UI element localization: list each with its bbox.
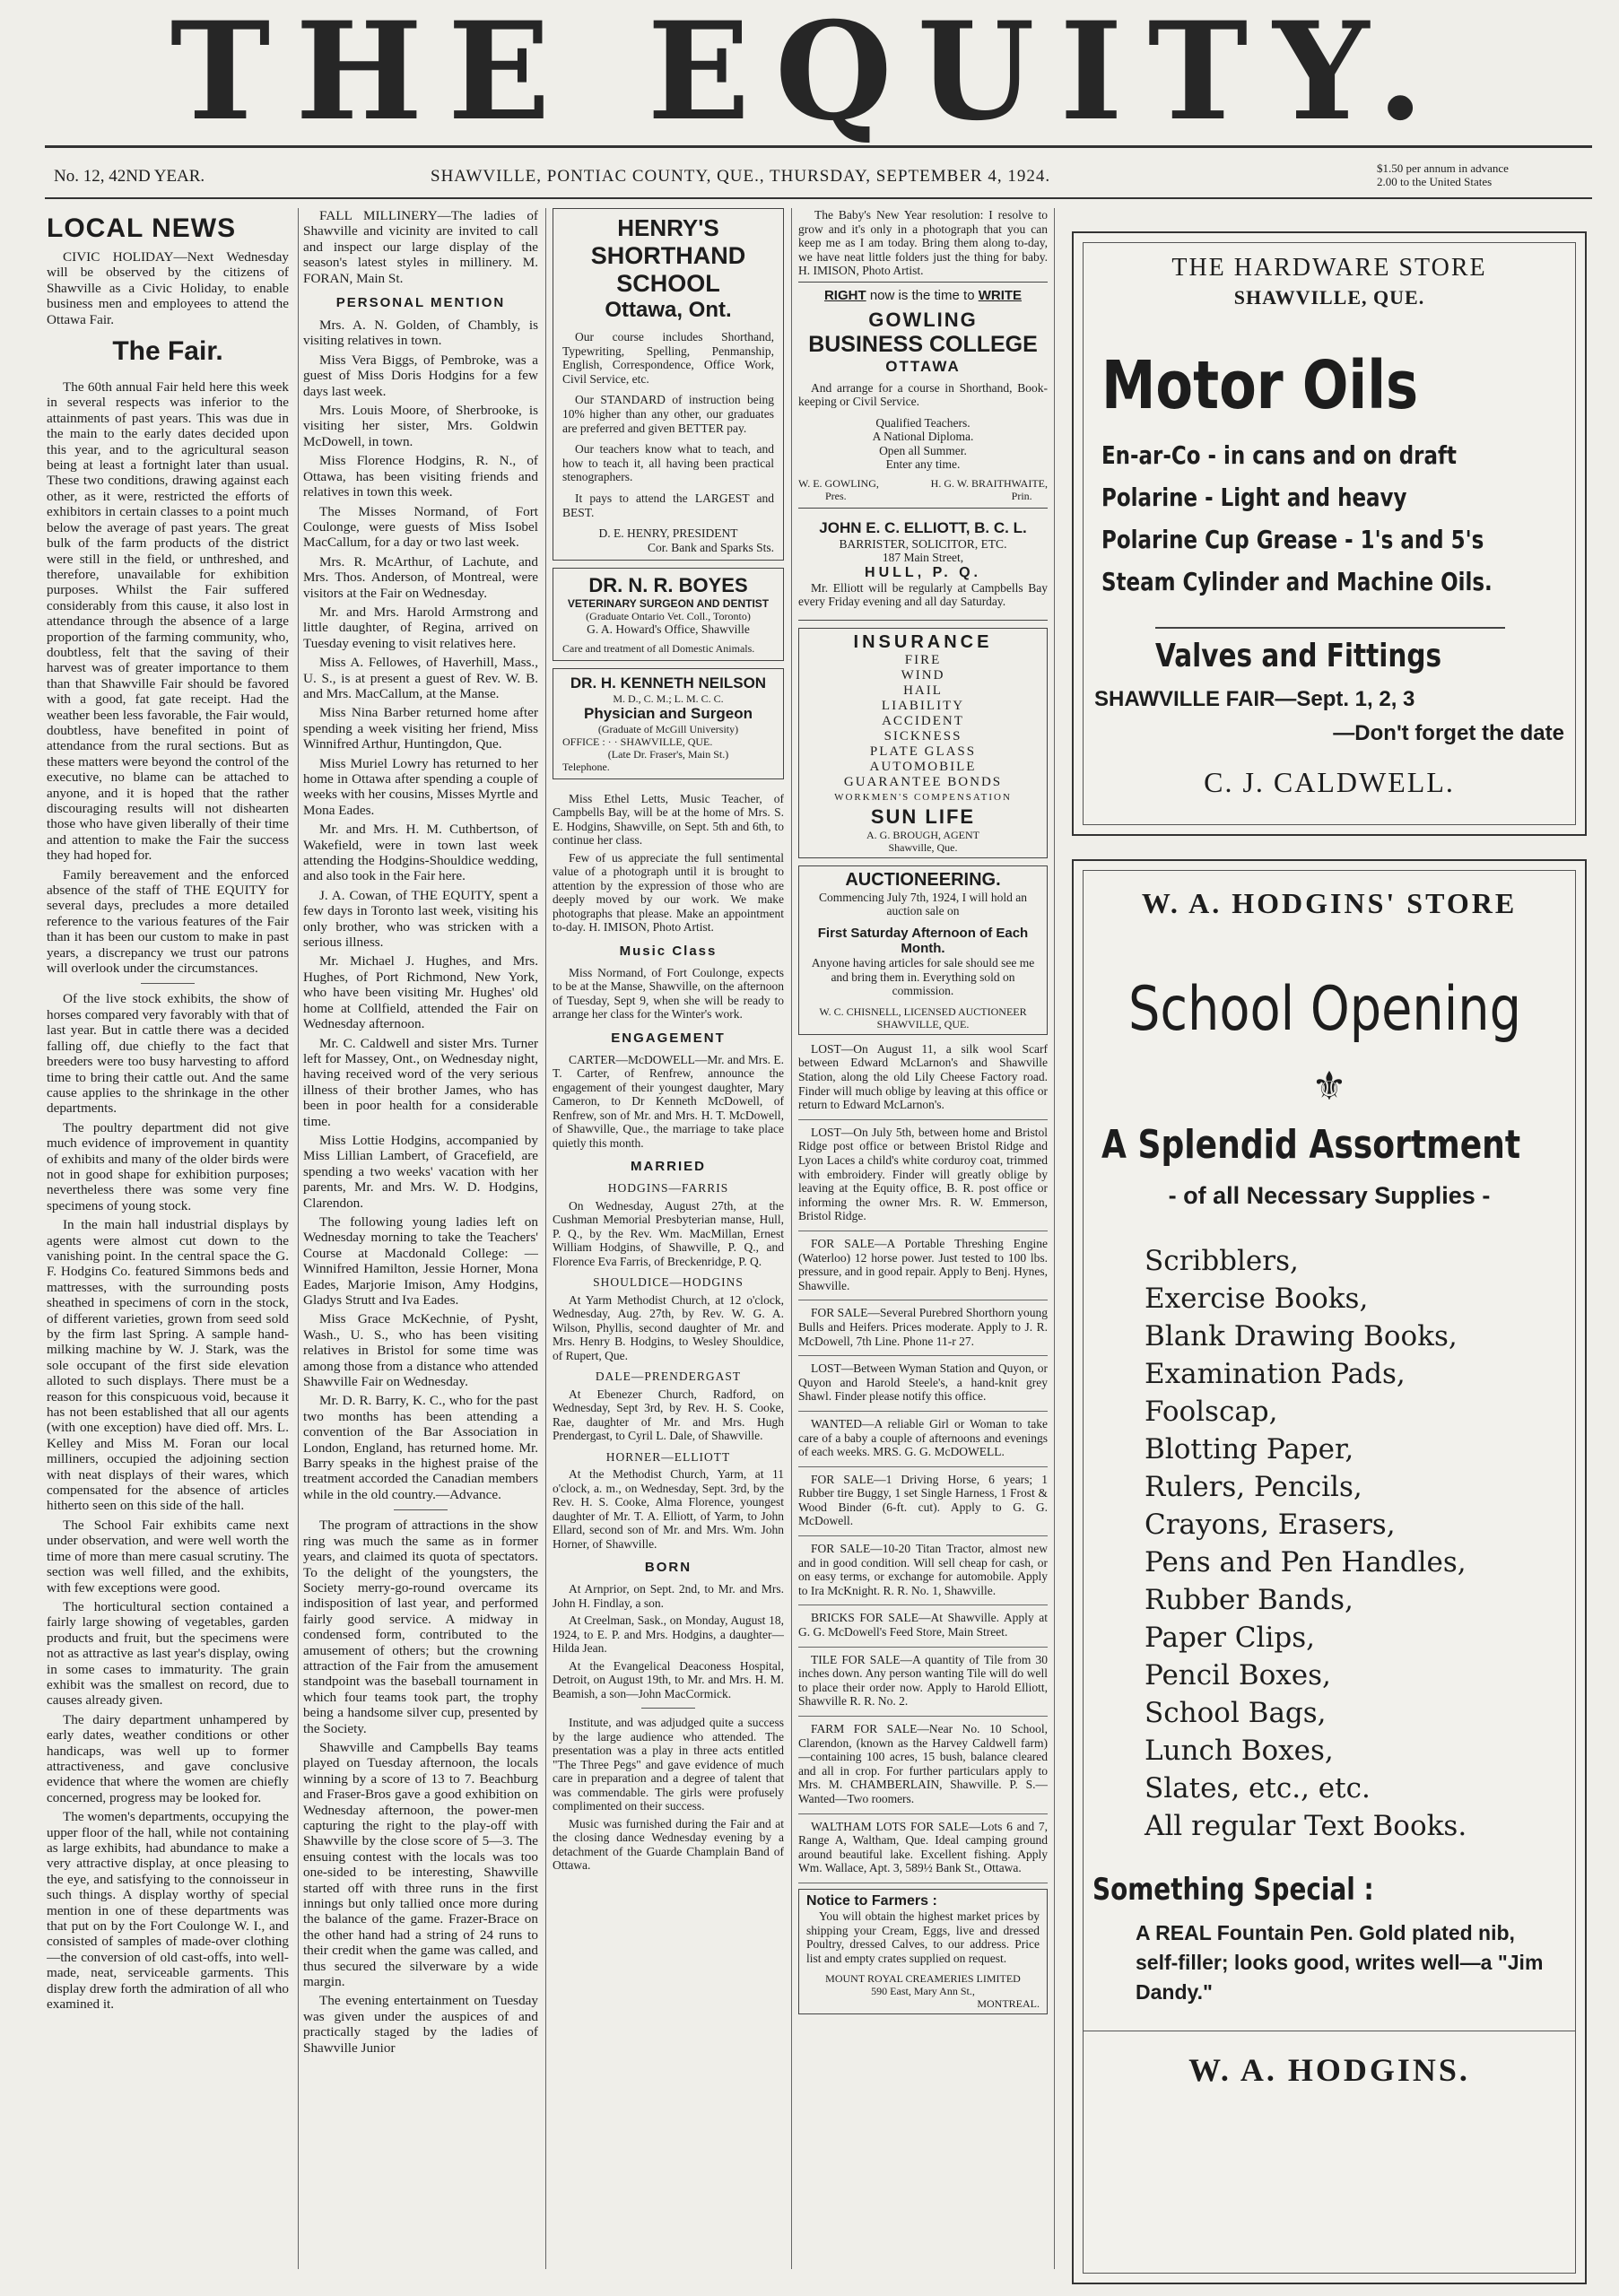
fair-paragraph: Family bereavement and the enforced absence of the staff of THE EQUITY for several days, precludes a more detailed reference to the various features of the Fair than it has been our custom to make in past years, a discrepancy we trust our patrons will overlook under the circumstances. <box>47 866 289 977</box>
millinery-notice: FALL MILLINERY—The ladies of Shawville and vicinity are invited to call and inspect our large display of the season's latest styles in millinery. M. FORAN, Main St. <box>303 208 538 286</box>
local-news-heading: LOCAL NEWS <box>47 213 237 243</box>
newspaper-title: THE EQUITY. <box>170 0 1449 151</box>
fountain-pen-text: A REAL Fountain Pen. Gold plated nib, self-filler; looks good, writes well—a "Jim Dandy." <box>1136 1921 1544 2004</box>
classified-ad: TILE FOR SALE—A quantity of Tile from 30 inches down. Any person wanting Tile will do well to place their order now. Apply to Harold Elliott, Shawville R. R. No. 2. <box>798 1652 1048 1709</box>
birth-notice: At the Evangelical Deaconess Hospital, Detroit, on August 19th, to Mr. and Mrs. H. M. Beamish, a son—John MacCormick. <box>553 1658 784 1700</box>
personal-mention-item: Miss Florence Hodgins, R. N., of Ottawa, has been visiting friends and relatives in town this week. <box>303 453 538 500</box>
separator <box>798 1411 1048 1412</box>
hodgins-store-name: W. A. HODGINS' STORE <box>1141 887 1518 919</box>
supply-item: All regular Text Books. <box>1145 1810 1467 1842</box>
classified-ad: FOR SALE—Several Purebred Shorthorn young Bulls and Heifers. Prices moderate. Apply to J. R. McDowell, 7th Line. Phone 11-r 27. <box>798 1306 1048 1348</box>
personal-mention-item: Mr. and Mrs. H. M. Cuthbertson, of Wakefield, were in town last week attending the Hodgins-Shouldice wedding, and also took in the Fair here. <box>303 822 538 884</box>
separator <box>798 1119 1048 1120</box>
supply-item: Scribblers, <box>1145 1245 1299 1277</box>
classified-ad: FOR SALE—A Portable Threshing Engine (Waterloo) 12 horse power. Just tested to 100 lbs. pressure, and in good repair. Apply to Benj. Hynes, Shawville. <box>798 1236 1048 1292</box>
column-ads <box>798 208 1048 2287</box>
hodgins-store-ad <box>1072 859 1587 2284</box>
masthead <box>0 0 1619 151</box>
music-class-notice: Miss Normand, of Fort Coulonge, expects to be at the Manse, Shawville, on the afternoon of Tuesday, Sept 9, when she will be ready to arrange her class for the Winter's work. <box>553 965 784 1022</box>
masthead-rule-bottom <box>45 197 1592 199</box>
insurance-item: ACCIDENT <box>882 713 964 728</box>
notice-to-farmers-ad: Notice to Farmers : You will obtain the highest market prices by shipping your Cream, Eggs, live and dressed Poultry, dressed Calves, to our address. Price list and empty crates supplied on request. MOUNT ROYAL CREAMERIES LIMITED 590 East, Mary Ann St., MONTREAL. <box>798 1889 1048 2014</box>
marriage-notice: At Yarm Methodist Church, at 12 o'clock, Wednesday, Aug. 27th, by Rev. W. G. A. Wilson, Phyllis, second daughter of Mr. and Mrs. Henry B. Hodgins, to Wesley Shouldice, of Rupert, Que. <box>553 1292 784 1362</box>
insurance-list <box>806 653 1040 805</box>
music-teacher-notice: Miss Ethel Letts, Music Teacher, of Campbells Bay, will be at the home of Mrs. S. E. Hodgins, Shawville, on Sept. 5th and 6th, to continue her class. <box>553 791 784 848</box>
personal-mention-item: Miss Nina Barber returned home after spending a week visiting her friend, Miss Winnifred Arthur, Huntingdon, Que. <box>303 705 538 752</box>
dr-boyes-ad: DR. N. R. BOYES VETERINARY SURGEON AND DENTIST (Graduate Ontario Vet. Coll., Toronto) G. A. Howard's Office, Shawville Care and treatment of all Domestic Animals. <box>553 568 784 661</box>
classified-ad: WANTED—A reliable Girl or Woman to take care of a baby a couple of afternoons and evenings of each weeks. MRS. G. G. McDOWELL. <box>798 1416 1048 1459</box>
fair-paragraph: The women's departments, occupying the upper floor of the hall, while not containing as large exhibits, had abundance to make a very attractive display, at once pleasing to the eye, and satisfying to the connoisseur in such things. A display worthy of special mention in one of these departments was that put on by the Fort Coulonge W. I., and consisted of samples of made-over clothing—the conversion of old cast-offs, into well-made, neat, serviceable garments. This display drew forth the admiration of all who examined it. <box>47 1809 289 2013</box>
personal-mention-item: The Misses Normand, of Fort Coulonge, were guests of Miss Isobel MacCallum, for a day or two last week. <box>303 503 538 551</box>
column-divider <box>791 208 792 2269</box>
insurance-item: LIABILITY <box>881 698 965 713</box>
hodgins-signature: W. A. HODGINS. <box>1188 2052 1470 2088</box>
auctioneering-ad: AUCTIONEERING. Commencing July 7th, 1924, I will hold an auction sale on First Saturday Afternoon of Each Month. Anyone having articles for sale should see me and bring them in. Everything sold on commission. W. C. CHISNELL, LICENSED AUCTIONEER SHAWVILLE, QUE. <box>798 865 1048 1035</box>
marriage-notice: On Wednesday, August 27th, at the Cushman Memorial Presbyterian manse, Hull, P. Q., by the Rev. Wm. MacMillan, Ernest William Hodgins, of Shawville, P. Q., and Florence Eva Farris, of Breckenridge, P. Q. <box>553 1198 784 1268</box>
henrys-shorthand-ad: HENRY'S SHORTHAND SCHOOL Ottawa, Ont. Our course includes Shorthand, Typewriting, Spelling, Penmanship, English, Correspondence, Office Work, Civil Service, etc. Our STANDARD of instruction being 10% higher than any other, our graduates are preferred and given BETTER pay. Our teachers know what to teach, and how to teach it, all having been practical stenographers. It pays to attend the LARGEST and BEST. D. E. HENRY, PRESIDENT Cor. Bank and Sparks Sts. <box>553 208 784 561</box>
marriage-notice: At Ebenezer Church, Radford, on Wednesday, Sept 3rd, by Rev. H. S. Cooke, Rae, daughter of Mr. and Mrs. Hugh Prendergast, to Cyril L. Dale, of Shawville. <box>553 1387 784 1443</box>
supply-item: Pens and Pen Handles, <box>1145 1546 1467 1578</box>
fair-paragraph: The poultry department did not give much evidence of improvement in quantity of exhibits and many of the older birds were not in good shape for exhibition purposes; nevertheless there was some very fine specimens of young stock. <box>47 1119 289 1213</box>
personal-mention-item: Mrs. A. N. Golden, of Chambly, is visiting relatives in town. <box>303 317 538 349</box>
something-special: Something Special : <box>1092 1872 1374 1908</box>
personal-mention-item: Mr. C. Caldwell and sister Mrs. Turner left for Massey, Ont., on Wednesday night, having received word of the very serious illness of their brother James, who has been in poor health for a considerable time. <box>303 1035 538 1129</box>
hardware-store-city: SHAWVILLE, QUE. <box>1233 286 1425 309</box>
fair-paragraph: The dairy department unhampered by early dates, weather conditions or other handicaps, was well up to former attractiveness, and gave conclusive evidence that where the women are chiefly concerned, progress may be looked for. <box>47 1711 289 1805</box>
fair-paragraph: Of the live stock exhibits, the show of horses compared very favorably with that of last year. But in cattle there was a decided falling off, due chiefly to the fact that breeders were too busy harvesting to afford time to bring their cattle out. And the same cause applies to the shrinkage in the other departments. <box>47 991 289 1117</box>
separator <box>798 1355 1048 1356</box>
personal-mention-item: Mr. and Mrs. Harold Armstrong and little daughter, of Regina, arrived on Tuesday evening to visit relatives here. <box>303 604 538 651</box>
personal-mention-item: Mr. D. R. Barry, K. C., who for the past two months has been attending a convention of the Bar Association in London, England, has returned home. Mr. Barry speaks in the highest praise of the treatment accorded the Canadian members while in the old country.—Advance. <box>303 1393 538 1502</box>
classified-ad: FOR SALE—1 Driving Horse, 6 years; 1 Rubber tire Buggy, 1 set Single Harness, 1 Frost & Wood Binder (6-ft. cut). Apply to G. G. McDowell. <box>798 1472 1048 1528</box>
fair-paragraph: The School Fair exhibits came next under observation, and were well worth the time of more than mere casual scrutiny. The section was well filled, and the exhibits, with few exceptions were good. <box>47 1517 289 1596</box>
supply-item: Slates, etc., etc. <box>1145 1772 1371 1805</box>
music-fair-paragraph: Music was furnished during the Fair and at the closing dance Wednesday evening by a detachment of the Guarde Champlain Band of Ottawa. <box>553 1816 784 1873</box>
separator <box>798 1813 1048 1814</box>
supply-item: Rubber Bands, <box>1145 1584 1354 1616</box>
insurance-item: FIRE <box>904 652 942 667</box>
personal-mention-item: Mr. Michael J. Hughes, and Mrs. Hughes, of Port Richmond, New York, who have been visiting Mr. Hughes' old home at Collfield, attended the Fair on Wednesday afternoon. <box>303 953 538 1032</box>
classified-ad: WALTHAM LOTS FOR SALE—Lots 6 and 7, Range A, Waltham, Que. Ideal camping ground around beautiful lake. Excellent fishing. Apply Wm. Wallace, Apt. 3, 589½ Bank St., Ottawa. <box>798 1819 1048 1875</box>
ornament-icon: ⚜ <box>1311 1065 1347 1109</box>
photo-notice: Few of us appreciate the full sentimental value of a photograph until it is brought to attention by the expression of those who are deeply moved by our work. We make photographs that please. Make an appointment to-day. H. IMISON, Photo Artist. <box>553 850 784 935</box>
column-professional: HENRY'S SHORTHAND SCHOOL Ottawa, Ont. Our course includes Shorthand, Typewriting, Spelling, Penmanship, English, Correspondence, Office Work, Civil Service, etc. Our STANDARD of instruction being 10% higher than any other, our graduates are preferred and given BETTER pay. Our teachers know what to teach, and how to teach it, all having been practical stenographers. It pays to attend the LARGEST and BEST. D. E. HENRY, PRESIDENT Cor. Bank and Sparks Sts. DR. N. R. BOYES VETERINARY SURGEON AND DENTIST (Graduate Ontario Vet. Coll., Toronto) G. A. Howard's Office, Shawville Care and treatment of all Domestic Animals. DR. H. KENNETH NEILSON M. D., C. M.; L. M. C. C. Physician and Surgeon (Graduate of McGill University) OFFICE : · · SHAWVILLE, QUE. (Late Dr. Fraser's, Main St.) Telephone. Miss Ethel Letts, Music Teacher, of Campbells Bay, will be at the home of Mrs. S. E. Hodgins, Shawville, on Sept. 5th and 6th, to continue her class. Few of us appreciate the full sentimental value of a photograph until it is brought to attention by the expression of those who are deeply moved by our work. We make photographs that please. Make an appointment to-day. H. IMISON, Photo Artist. Music Class Miss Normand, of Fort Coulonge, expects to be at the Manse, Shawville, on the afternoon of Tuesday, Sept 9, when she will be ready to arrange her class for the Winter's work. ENGAGEMENT CARTER—McDOWELL—Mr. and Mrs. E. T. Carter, of Renfrew, announce the engagement of their youngest daughter, Mary Cameron, to Dr Kenneth McDowell, of Renfrew, son of Mr. and Mrs. H. T. McDowell, of Shawville, Que., the marriage to take place quietly this month. MARRIED HODGINS—FARRIS On Wednesday, August 27th, at the Cushman Memorial Presbyterian manse, Hull, P. Q., by the Rev. Wm. MacMillan, Ernest William Hodgins, of Shawville, P. Q., and Florence Eva Farris, of Breckenridge, P. Q. SHOULDICE—HODGINS At Yarm Methodist Church, at 12 o'clock, Wednesday, Aug. 27th, by Rev. W. G. A. Wilson, Phyllis, second daughter of Mr. and Mrs. Henry B. Hodgins, to Wesley Shouldice, of Rupert, Que. DALE—PRENDERGAST At Ebenezer Church, Radford, on Wednesday, Sept 3rd, by Rev. H. S. Cooke, Rae, daughter of Mr. and Mrs. Hugh Prendergast, to Cyril L. Dale, of Shawville. HORNER—ELLIOTT At the Methodist Church, Yarm, at 11 o'clock, a. m., on Wednesday, Sept. 3rd, by the Rev. H. S. Cooke, Alma Florence, youngest daughter of Mr. T. A. Elliott, of Yarm, to John Ellard, second son of Mr. and Mrs. Wm. John Horner, of Shawville. BORN At Arnprior, on Sept. 2nd, to Mr. and Mrs. John H. Findlay, a son. At Creelman, Sask., on Monday, August 18, 1924, to E. P. and Mrs. Hodgins, a daughter—Hilda Jean. At the Evangelical Deaconess Hospital, Detroit, on August 19th, to Mr. and Mrs. H. M. Beamish, a son—John MacCormick. Institute, and was adjudged quite a success by the large audience who attended. The presentation was a play in three acts entitled "The Three Pegs" and gave evidence of much care in preparation and a degree of talent that was commendable. The girls were profusely complimented on their success. Music was furnished during the Fair and at the closing dance Wednesday evening by a detachment of the Guarde Champlain Band of Ottawa. <box>553 208 784 2287</box>
insurance-item: PLATE GLASS <box>869 744 977 759</box>
classified-ad: LOST—On July 5th, between home and Bristol Ridge post office or between Bristol Ridge and Lyon Laces a child's white corduroy coat, trimmed with embroidery. Finder will greatly oblige by leaving at the Equity office, B. R. post office or informing the owner Mrs. R. W. Emmerson, Bristol Ridge. <box>798 1125 1048 1223</box>
valves-fittings: Valves and Fittings <box>1155 638 1442 674</box>
hardware-store-ad <box>1072 231 1587 836</box>
supply-item: Foolscap, <box>1145 1396 1278 1428</box>
birth-notice: At Creelman, Sask., on Monday, August 18, 1924, to E. P. and Mrs. Hodgins, a daughter—Hilda Jean. <box>553 1613 784 1656</box>
personal-mention-item: The following young ladies left on Wednesday morning to take the Teachers' Course at Macdonald College: — Winnifred Hamilton, Jessie Horner, Mona Eades, Marjorie Imison, Amy Hodgins, Gladys Strutt and Iva Eades. <box>303 1213 538 1308</box>
fair-paragraph: The horticultural section contained a fairly large showing of vegetables, garden products and fruit, but the specimens were not as attractive as last year's display, owing in some cases to immaturity. The grain exhibit was the smallest on record, due to causes already given. <box>47 1598 289 1709</box>
supply-item: Examination Pads, <box>1145 1358 1406 1390</box>
engagement-notice: CARTER—McDOWELL—Mr. and Mrs. E. T. Carter, of Renfrew, announce the engagement of their youngest daughter, Mary Cameron, to Dr Kenneth McDowell, of Renfrew, son of Mr. and Mrs. H. T. McDowell, of Shawville, Que., the marriage to take place quietly this month. <box>553 1052 784 1150</box>
insurance-item: AUTOMOBILE <box>869 759 977 774</box>
shawville-fair-dates: SHAWVILLE FAIR—Sept. 1, 2, 3 <box>1094 687 1415 711</box>
column-local-news <box>47 208 289 2287</box>
personal-mention-list <box>303 317 538 1502</box>
fair-heading: The Fair. <box>112 336 223 367</box>
motor-oils-headline: Motor Oils <box>1101 347 1419 424</box>
civic-holiday-notice: CIVIC HOLIDAY—Next Wednesday will be observed by the citizens of Shawville as a Civic Holiday, to enable business men and employees to attend the Ottawa Fair. <box>47 249 289 327</box>
personal-mention-item: Miss Vera Biggs, of Pembroke, was a guest of Miss Doris Hodgins for a few days last week. <box>303 352 538 399</box>
oil-line: En-ar-Co - in cans and on draft <box>1101 440 1457 470</box>
separator <box>798 1647 1048 1648</box>
supply-list <box>1145 1242 1575 1845</box>
insurance-item: WORKMEN'S COMPENSATION <box>834 791 1012 803</box>
oil-line: Polarine Cup Grease - 1's and 5's <box>1101 525 1484 554</box>
birth-notice: At Arnprior, on Sept. 2nd, to Mr. and Mrs. John H. Findlay, a son. <box>553 1582 784 1610</box>
insurance-ad: INSURANCE FIRE WIND HAIL LIABILITY ACCIDENT SICKNESS PLATE GLASS AUTOMOBILE GUARANTEE BONDS WORKMEN'S COMPENSATION SUN LIFE A. G. BROUGH, AGENT Shawville, Que. <box>798 628 1048 858</box>
supply-item: Rulers, Pencils, <box>1145 1471 1362 1503</box>
marriage-notice: At the Methodist Church, Yarm, at 11 o'clock, a. m., on Wednesday, Sept. 3rd, by the Rev. H. S. Cooke, Alma Florence, youngest daughter of Mr. T. A. Elliott, of Yarm, to John Ellard, second son of Mr. and Mrs. Wm. John Horner, of Shawville. <box>553 1467 784 1551</box>
insurance-item: SICKNESS <box>883 728 962 744</box>
personal-mention-item: Miss Lottie Hodgins, accompanied by Miss Lillian Lambert, of Gracefield, are spending a two weeks' vacation with her parents, Mr. and Mrs. W. D. Hodgins, Clarendon. <box>303 1132 538 1211</box>
separator <box>798 1466 1048 1467</box>
supply-item: Lunch Boxes, <box>1145 1735 1334 1767</box>
music-class-heading: Music Class <box>619 943 718 959</box>
personal-mention-item: Miss Muriel Lowry has returned to her home in Ottawa after spending a couple of weeks with her cousins, Misses Myrtle and Mona Eades. <box>303 755 538 818</box>
supply-item: School Bags, <box>1145 1697 1327 1729</box>
classified-ads <box>798 1042 1048 1883</box>
elliott-barrister-ad: JOHN E. C. ELLIOTT, B. C. L. BARRISTER, SOLICITOR, ETC. 187 Main Street, HULL, P. Q. Mr. Elliott will be regularly at Campbells Bay every Friday evening and all day Saturday. <box>798 516 1048 621</box>
supply-item: Crayons, Erasers, <box>1145 1509 1396 1541</box>
personal-mention-item: Miss A. Fellowes, of Haverhill, Mass., U. S., is at present a guest of Rev. W. B. and Mrs. MacCallum, at the Manse. <box>303 655 538 701</box>
insurance-item: HAIL <box>903 683 943 698</box>
separator <box>798 1716 1048 1717</box>
subscription-rates: $1.50 per annum in advance 2.00 to the United States <box>1377 161 1509 188</box>
supply-item: Exercise Books, <box>1145 1283 1369 1315</box>
dr-neilson-ad: DR. H. KENNETH NEILSON M. D., C. M.; L. M. C. C. Physician and Surgeon (Graduate of McGill University) OFFICE : · · SHAWVILLE, QUE. (Late Dr. Fraser's, Main St.) Telephone. <box>553 668 784 779</box>
column-divider <box>298 208 299 2269</box>
personal-mention-item: Miss Grace McKechnie, of Pysht, Wash., U. S., who has been visiting relatives in Bristol for some time was among those from a distance who attended Shawville Fair on Wednesday. <box>303 1311 538 1390</box>
oil-line: Steam Cylinder and Machine Oils. <box>1101 567 1493 596</box>
dont-forget-date: —Don't forget the date <box>1333 721 1564 745</box>
gowling-college-ad: RIGHT now is the time to WRITE GOWLING BUSINESS COLLEGE OTTAWA And arrange for a course in Shorthand, Book-keeping or Civil Service. Qualified Teachers. A National Diploma. Open all Summer. Enter any time. W. E. GOWLING, Pres. H. G. W. BRAITHWAITE, Prin. <box>798 282 1048 509</box>
insurance-item: WIND <box>901 667 945 683</box>
personal-mention-heading: PERSONAL MENTION <box>335 295 506 311</box>
masthead-rule-top <box>45 145 1592 148</box>
married-heading: MARRIED <box>631 1159 706 1175</box>
supply-item: Paper Clips, <box>1145 1622 1315 1654</box>
splendid-assortment: A Splendid Assortment <box>1101 1122 1521 1168</box>
supply-item: Pencil Boxes, <box>1145 1659 1331 1692</box>
separator <box>798 1535 1048 1536</box>
issue-number: No. 12, 42ND YEAR. <box>54 167 205 186</box>
institute-paragraph: Institute, and was adjudged quite a success by the large audience who attended. The presentation was a play in three acts entitled "The Three Pegs" and gave evidence of much care in preparation and a degree of talent that was commendable. The girls were profusely complimented on their success. <box>553 1716 784 1813</box>
personal-mention-item: J. A. Cowan, of THE EQUITY, spent a few days in Toronto last week, visiting his only brother, who was stricken with a serious illness. <box>303 887 538 951</box>
program-paragraph: The program of attractions in the show ring was much the same as in former years, and claimed its quota of spectators. To the delight of the youngsters, the Society merry-go-round overcame its indisposition of last year, and performed fairly good service. A midway in condensed form, contributed to the amusement of others; but the crowning attraction of the Fair from the amusement standpoint was the baseball tournament in which four teams took part, the trophy being a handsome silver cup, presented by the Society. <box>303 1518 538 1736</box>
personal-mention-item: Mrs. R. McArthur, of Lachute, and Mrs. Thos. Anderson, of Montreal, were visitors at the Fair on Wednesday. <box>303 553 538 601</box>
dateline-bar <box>54 160 1592 196</box>
hardware-store-name: THE HARDWARE STORE <box>1171 254 1487 282</box>
column-divider <box>1054 208 1055 2269</box>
fair-paragraph: The 60th annual Fair held here this week in several respects was inferior to the attainments of past years. This was due in the main to the early dates decided upon this year, and to the agricultural season being at least a fortnight later than usual. These two conditions, drawing against each other, as it were, restricted the efforts of exhibitors in certain classes to a point much below the average of past years. The great bulk of the farm products of the district were still in the field, or unthreshed, and therefore, unavailable for exhibition purposes. Whilst the Fair suffered considerably from this cause, it also lost in attendance through the absence of a large proportion of the farming community, who, doubtless, felt that the saving of their harvest was of greater importance to them than that Shawville Fair should be favored with a good, fat gate receipt. Had the weather been less favorable, the Fair would, doubtless, have benefited in point of attendance from the rural sections. But as these matters were beyond the control of the executive, no blame can be attached to anyone, and it is hoped that the rather discouraging results will not dishearten those who have given liberally of their time and attention to make the Fair the success they had hoped for. <box>47 379 289 864</box>
engagement-heading: ENGAGEMENT <box>611 1030 726 1046</box>
evening-paragraph: The evening entertainment on Tuesday was given under the auspices of and practically staged by the ladies of Shawville Junior <box>303 1993 538 2056</box>
dateline: SHAWVILLE, PONTIAC COUNTY, QUE., THURSDAY, SEPTEMBER 4, 1924. <box>431 167 1051 186</box>
baseball-paragraph: Shawville and Campbells Bay teams played on Tuesday afternoon, the locals winning by a score of 13 to 7. Beachburg and Fraser-Bros gave a good exhibition on Wednesday afternoon, the power-men capturing the right to the play-off with Shawville by the close score of 5—3. The ensuing contest with the locals was too one-sided to be interesting, Shawville started off with three runs in the first innings but only tallied once more during the balance of the game. Frazer-Brace on the other hand had a string of 24 runs to their credit when the game was called, and thus secured the silverware by a wide margin. <box>303 1739 538 1990</box>
classified-ad: LOST—Between Wyman Station and Quyon, or Quyon and Harold Steele's, a hand-knit grey Shawl. Finder please notify this office. <box>798 1361 1048 1404</box>
supply-item: Blank Drawing Books, <box>1145 1320 1458 1352</box>
school-opening-headline: School Opening <box>1128 974 1521 1045</box>
oil-line: Polarine - Light and heavy <box>1101 483 1407 512</box>
born-heading: BORN <box>644 1560 692 1576</box>
classified-ad: BRICKS FOR SALE—At Shawville. Apply at G. G. McDowell's Feed Store, Main Street. <box>798 1611 1048 1639</box>
personal-mention-item: Mrs. Louis Moore, of Sherbrooke, is visiting her sister, Mrs. Goldwin McDowell, in town. <box>303 403 538 449</box>
separator <box>394 1509 448 1510</box>
classified-ad: FOR SALE—10-20 Titan Tractor, almost new and in good condition. Will sell cheap for cash, or on easy terms, or exchange for automobile. Apply to Ira McKnight. R. R. No. 1, Shawville. <box>798 1542 1048 1597</box>
hardware-signature: C. J. CALDWELL. <box>1204 766 1455 798</box>
necessary-supplies: - of all Necessary Supplies - <box>1168 1182 1491 1209</box>
column-divider <box>545 208 546 2269</box>
fair-paragraph: In the main hall industrial displays by agents were almost cut down to the vanishing point. In the central space the G. F. Hodgins Co. featured Simmons beds and mattresses, with the surrounding posts sheathed in specimens of corn in the stock, of different varieties, grown from seed sold by the firm last Spring. A sample hand-milking machine by W. J. Stark, was the sole occupant of the first side elevation alloted to such displays. There must be a reason for this conspicuous void, because it has not been established that all our agents (with one exception) have died off. Mrs. L. Kelley and Miss M. Foran our local milliners, occupied the adjoining section with neat displays of their wares, which compensated for the absence of articles hitherto seen on this side of the hall. <box>47 1217 289 1514</box>
classified-ad: LOST—On August 11, a silk wool Scarf between Edward McLarnon's and Shawville Station, along the old Lily Cheese Factory road. Finder will much oblige by leaving at this office or return to Edward McLarnon's. <box>798 1041 1048 1112</box>
imison-baby-notice: The Baby's New Year resolution: I resolve to grow and it's only in a photograph that you can keep me as I am today. Bring them along to-day, we have neat little folders just the thing for baby. H. IMISON, Photo Artist. <box>798 208 1048 277</box>
separator <box>141 983 195 984</box>
insurance-item: GUARANTEE BONDS <box>843 774 1003 789</box>
column-personal <box>303 208 538 2287</box>
classified-ad: FARM FOR SALE—Near No. 10 School, Clarendon, (known as the Harvey Caldwell farm)—containing 100 acres, 15 bush, balance cleared and all in crop. For further particulars apply to Mrs. M. CHAMBERLAIN, Shawville. P. S.—Wanted—Two roomers. <box>798 1722 1048 1805</box>
supply-item: Blotting Paper, <box>1145 1433 1354 1465</box>
separator <box>641 1708 695 1709</box>
